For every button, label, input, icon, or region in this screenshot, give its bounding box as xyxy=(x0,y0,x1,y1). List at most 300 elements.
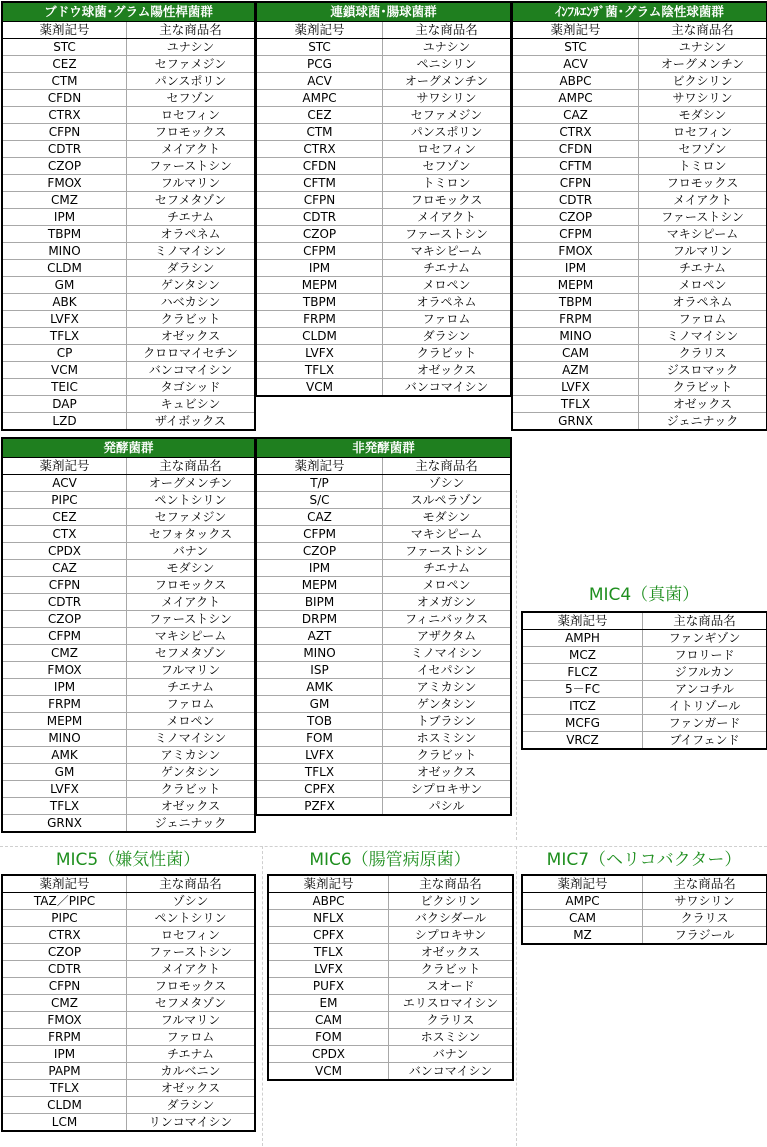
table-row xyxy=(257,543,511,560)
column-header-drug-code: 薬剤記号 xyxy=(257,22,383,39)
table-body xyxy=(257,475,511,815)
product-name-cell: シプロキサン xyxy=(389,927,513,944)
drug-code-cell: CFPM xyxy=(3,628,127,645)
drug-code-cell: CFPN xyxy=(3,577,127,594)
product-name-cell: フロモックス xyxy=(383,192,511,209)
product-name-cell: モダシン xyxy=(127,560,255,577)
drug-code-cell: CTRX xyxy=(3,927,127,944)
table-row xyxy=(3,961,255,978)
drug-code-cell: MCZ xyxy=(523,647,643,664)
table-row xyxy=(523,715,767,732)
table-row xyxy=(3,944,255,961)
table-row xyxy=(257,175,511,192)
drug-code-cell: IPM xyxy=(3,1046,127,1063)
table-row xyxy=(523,927,767,944)
drug-code-cell: PUFX xyxy=(269,978,389,995)
product-name-cell: バンコマイシン xyxy=(127,362,255,379)
product-name-cell: オーグメンチン xyxy=(127,475,255,492)
table-row xyxy=(3,927,255,944)
drug-code-cell: CFDN xyxy=(513,141,639,158)
product-name-cell: ミノマイシン xyxy=(639,328,767,345)
product-name-cell: ジェニナック xyxy=(639,413,767,430)
table-row xyxy=(523,910,767,927)
drug-code-cell: CFPN xyxy=(257,192,383,209)
table-title: ブドウ球菌･グラム陽性桿菌群 xyxy=(3,3,255,22)
column-header-drug-code: 薬剤記号 xyxy=(269,876,389,893)
product-name-cell: ダラシン xyxy=(383,328,511,345)
product-name-cell: バンコマイシン xyxy=(389,1063,513,1080)
table-row xyxy=(523,664,767,681)
drug-code-cell: AMK xyxy=(3,747,127,764)
product-name-cell: フロモックス xyxy=(639,175,767,192)
product-name-cell: ファンギゾン xyxy=(643,630,767,647)
product-name-cell: オゼックス xyxy=(383,764,511,781)
product-name-cell: クラリス xyxy=(389,1012,513,1029)
drug-code-cell: VCM xyxy=(3,362,127,379)
product-name-cell: ゲンタシン xyxy=(127,764,255,781)
table-row xyxy=(513,413,767,430)
drug-code-cell: GM xyxy=(257,696,383,713)
drug-code-cell: LCM xyxy=(3,1114,127,1131)
table-row xyxy=(269,944,513,961)
table-row xyxy=(3,815,255,832)
table-row xyxy=(257,492,511,509)
product-name-cell: アミカシン xyxy=(383,679,511,696)
drug-code-cell: AMK xyxy=(257,679,383,696)
drug-code-cell: FMOX xyxy=(3,1012,127,1029)
product-name-cell: チエナム xyxy=(639,260,767,277)
drug-code-cell: STC xyxy=(513,39,639,56)
table-row xyxy=(269,893,513,910)
table-row xyxy=(257,747,511,764)
table-row xyxy=(257,662,511,679)
product-name-cell: クラビット xyxy=(639,379,767,396)
table-row xyxy=(513,39,767,56)
drug-code-cell: AZM xyxy=(513,362,639,379)
product-name-cell: ペニシリン xyxy=(383,56,511,73)
drug-code-cell: MZ xyxy=(523,927,643,944)
column-header-product-name: 主な商品名 xyxy=(643,876,767,893)
table-row xyxy=(3,124,255,141)
table-row xyxy=(3,1012,255,1029)
table-row xyxy=(3,226,255,243)
table-row xyxy=(3,362,255,379)
drug-code-cell: VCM xyxy=(269,1063,389,1080)
table-row xyxy=(3,995,255,1012)
table-row xyxy=(257,781,511,798)
drug-code-cell: CFDN xyxy=(257,158,383,175)
drug-code-cell: CPDX xyxy=(3,543,127,560)
product-name-cell: チエナム xyxy=(127,1046,255,1063)
drug-code-cell: FMOX xyxy=(3,175,127,192)
product-name-cell: ダラシン xyxy=(127,1097,255,1114)
column-header-drug-code: 薬剤記号 xyxy=(513,22,639,39)
product-name-cell: ファーストシン xyxy=(127,158,255,175)
product-name-cell: ファーストシン xyxy=(127,944,255,961)
table-body xyxy=(257,39,511,396)
table-row xyxy=(3,747,255,764)
product-name-cell: ミノマイシン xyxy=(127,730,255,747)
drug-code-cell: CFTM xyxy=(513,158,639,175)
drug-code-cell: ACV xyxy=(3,475,127,492)
drug-code-cell: CDTR xyxy=(257,209,383,226)
table-row xyxy=(3,475,255,492)
drug-code-cell: CEZ xyxy=(3,509,127,526)
section-title-mic4: MIC4（真菌） xyxy=(588,585,700,605)
table-row xyxy=(257,141,511,158)
table-row xyxy=(3,413,255,430)
drug-code-cell: AZT xyxy=(257,628,383,645)
drug-code-cell: CDTR xyxy=(3,594,127,611)
table-row xyxy=(257,560,511,577)
table-row xyxy=(513,124,767,141)
product-name-cell: マキシピーム xyxy=(383,243,511,260)
product-name-cell: クラビット xyxy=(383,345,511,362)
table-row xyxy=(3,662,255,679)
product-name-cell: ユナシン xyxy=(383,39,511,56)
product-name-cell: ジスロマック xyxy=(639,362,767,379)
drug-code-cell: CZOP xyxy=(3,611,127,628)
product-name-cell: サワシリン xyxy=(383,90,511,107)
table-body xyxy=(513,39,767,430)
drug-code-cell: CPFX xyxy=(269,927,389,944)
table-row xyxy=(3,577,255,594)
drug-table-enteric-pathogens xyxy=(268,875,513,1080)
drug-code-cell: CFPM xyxy=(513,226,639,243)
table-row xyxy=(257,679,511,696)
column-header-drug-code: 薬剤記号 xyxy=(257,458,383,475)
table-row xyxy=(269,1046,513,1063)
drug-code-cell: CFPM xyxy=(257,526,383,543)
table-row xyxy=(269,1012,513,1029)
table-body xyxy=(523,893,767,944)
product-name-cell: ファロム xyxy=(383,311,511,328)
table-row xyxy=(3,893,255,910)
table-row xyxy=(257,362,511,379)
product-name-cell: セファメジン xyxy=(383,107,511,124)
product-name-cell: フルマリン xyxy=(127,175,255,192)
drug-code-cell: FRPM xyxy=(3,1029,127,1046)
product-name-cell: バクシダール xyxy=(389,910,513,927)
table-row xyxy=(257,90,511,107)
product-name-cell: オゼックス xyxy=(127,328,255,345)
product-name-cell: オラペネム xyxy=(639,294,767,311)
drug-code-cell: CMZ xyxy=(3,192,127,209)
column-header-drug-code: 薬剤記号 xyxy=(523,613,643,630)
drug-code-cell: CAZ xyxy=(513,107,639,124)
drug-code-cell: ACV xyxy=(513,56,639,73)
table-title: 発酵菌群 xyxy=(3,439,255,458)
table-row xyxy=(3,798,255,815)
product-name-cell: クロロマイセチン xyxy=(127,345,255,362)
table-row xyxy=(513,73,767,90)
table-row xyxy=(513,141,767,158)
column-header-product-name: 主な商品名 xyxy=(127,22,255,39)
product-name-cell: ロセフィン xyxy=(383,141,511,158)
drug-code-cell: CFPN xyxy=(3,124,127,141)
table-row xyxy=(257,56,511,73)
table-row xyxy=(513,345,767,362)
table-row xyxy=(513,209,767,226)
table-row xyxy=(257,730,511,747)
drug-code-cell: CAM xyxy=(269,1012,389,1029)
drug-code-cell: ISP xyxy=(257,662,383,679)
table-row xyxy=(3,396,255,413)
drug-code-cell: IPM xyxy=(257,560,383,577)
product-name-cell: メイアクト xyxy=(127,961,255,978)
table-body xyxy=(3,893,255,1131)
table-row xyxy=(3,107,255,124)
drug-code-cell: ABPC xyxy=(269,893,389,910)
table-row xyxy=(3,311,255,328)
product-name-cell: バンコマイシン xyxy=(383,379,511,396)
product-name-cell: オメガシン xyxy=(383,594,511,611)
drug-code-cell: GRNX xyxy=(3,815,127,832)
section-title-mic5: MIC5（嫌気性菌） xyxy=(55,850,201,870)
product-name-cell: クラリス xyxy=(639,345,767,362)
drug-code-cell: FOM xyxy=(269,1029,389,1046)
table-row xyxy=(523,893,767,910)
drug-code-cell: FRPM xyxy=(257,311,383,328)
drug-code-cell: CPFX xyxy=(257,781,383,798)
product-name-cell: ロセフィン xyxy=(127,927,255,944)
table-row xyxy=(513,243,767,260)
product-name-cell: ロセフィン xyxy=(127,107,255,124)
product-name-cell: ファーストシン xyxy=(639,209,767,226)
table-row xyxy=(3,713,255,730)
product-name-cell: サワシリン xyxy=(639,90,767,107)
product-name-cell: フロモックス xyxy=(127,978,255,995)
table-row xyxy=(3,679,255,696)
product-name-cell: セフォタックス xyxy=(127,526,255,543)
table-title: ｲﾝﾌﾙｴﾝｻﾞ菌･グラム陰性球菌群 xyxy=(513,3,767,22)
table-row xyxy=(257,509,511,526)
drug-code-cell: EM xyxy=(269,995,389,1012)
product-name-cell: ファロム xyxy=(639,311,767,328)
drug-code-cell: CMZ xyxy=(3,995,127,1012)
product-name-cell: スオード xyxy=(389,978,513,995)
drug-code-cell: VRCZ xyxy=(523,732,643,749)
column-header-product-name: 主な商品名 xyxy=(383,22,511,39)
product-name-cell: ミノマイシン xyxy=(127,243,255,260)
drug-code-cell: AMPH xyxy=(523,630,643,647)
table-row xyxy=(3,175,255,192)
drug-code-cell: S/C xyxy=(257,492,383,509)
product-name-cell: ブイフェンド xyxy=(643,732,767,749)
product-name-cell: フルマリン xyxy=(127,1012,255,1029)
drug-code-cell: DRPM xyxy=(257,611,383,628)
table-row xyxy=(3,243,255,260)
table-row xyxy=(257,526,511,543)
table-row xyxy=(3,910,255,927)
drug-code-cell: CLDM xyxy=(3,1097,127,1114)
product-name-cell: ビクシリン xyxy=(389,893,513,910)
table-row xyxy=(3,294,255,311)
product-name-cell: リンコマイシン xyxy=(127,1114,255,1131)
table-row xyxy=(3,543,255,560)
drug-code-cell: CAM xyxy=(523,910,643,927)
table-row xyxy=(257,696,511,713)
drug-code-cell: PIPC xyxy=(3,492,127,509)
product-name-cell: フルマリン xyxy=(127,662,255,679)
product-name-cell: チエナム xyxy=(127,679,255,696)
table-row xyxy=(269,978,513,995)
drug-code-cell: FLCZ xyxy=(523,664,643,681)
drug-code-cell: CTRX xyxy=(3,107,127,124)
drug-code-cell: LVFX xyxy=(513,379,639,396)
table-row xyxy=(513,226,767,243)
table-row xyxy=(3,141,255,158)
table-row xyxy=(257,39,511,56)
product-name-cell: ペントシリン xyxy=(127,910,255,927)
drug-code-cell: TFLX xyxy=(3,798,127,815)
product-name-cell: セフメタゾン xyxy=(127,645,255,662)
table-row xyxy=(3,645,255,662)
page-divider-horizontal xyxy=(0,846,767,847)
table-row xyxy=(513,56,767,73)
drug-code-cell: CDTR xyxy=(3,141,127,158)
table-row xyxy=(3,1046,255,1063)
drug-code-cell: CZOP xyxy=(257,226,383,243)
table-row xyxy=(3,1080,255,1097)
drug-code-cell: CMZ xyxy=(3,645,127,662)
drug-code-cell: TOB xyxy=(257,713,383,730)
product-name-cell: ロセフィン xyxy=(639,124,767,141)
drug-code-cell: TBPM xyxy=(3,226,127,243)
drug-code-cell: CPDX xyxy=(269,1046,389,1063)
drug-code-cell: CAZ xyxy=(257,509,383,526)
drug-table-fermenters xyxy=(2,438,255,832)
product-name-cell: ペントシリン xyxy=(127,492,255,509)
drug-code-cell: MINO xyxy=(3,243,127,260)
table-row xyxy=(3,158,255,175)
table-row xyxy=(3,696,255,713)
table-row xyxy=(257,713,511,730)
table-row xyxy=(513,260,767,277)
drug-code-cell: VCM xyxy=(257,379,383,396)
table-row xyxy=(3,628,255,645)
drug-code-cell: NFLX xyxy=(269,910,389,927)
table-row xyxy=(257,311,511,328)
table-row xyxy=(257,243,511,260)
drug-code-cell: LVFX xyxy=(3,781,127,798)
table-row xyxy=(257,260,511,277)
section-title-mic6: MIC6（腸管病原菌） xyxy=(309,850,471,870)
drug-code-cell: CLDM xyxy=(3,260,127,277)
product-name-cell: ファーストシン xyxy=(383,226,511,243)
table-row xyxy=(269,910,513,927)
drug-code-cell: MEPM xyxy=(3,713,127,730)
drug-code-cell: CTM xyxy=(257,124,383,141)
table-row xyxy=(3,260,255,277)
product-name-cell: ハベカシン xyxy=(127,294,255,311)
drug-code-cell: TFLX xyxy=(269,944,389,961)
table-row xyxy=(3,379,255,396)
drug-code-cell: TFLX xyxy=(3,328,127,345)
product-name-cell: アンコチル xyxy=(643,681,767,698)
drug-table-helicobacter xyxy=(522,875,767,944)
table-row xyxy=(257,328,511,345)
table-row xyxy=(513,362,767,379)
product-name-cell: パシル xyxy=(383,798,511,815)
drug-code-cell: IPM xyxy=(3,209,127,226)
product-name-cell: フロリード xyxy=(643,647,767,664)
column-header-drug-code: 薬剤記号 xyxy=(3,458,127,475)
drug-code-cell: MINO xyxy=(3,730,127,747)
table-row xyxy=(3,781,255,798)
table-row xyxy=(269,927,513,944)
table-row xyxy=(269,1029,513,1046)
product-name-cell: マキシピーム xyxy=(127,628,255,645)
table-row xyxy=(523,647,767,664)
product-name-cell: ゲンタシン xyxy=(127,277,255,294)
drug-code-cell: CTM xyxy=(3,73,127,90)
product-name-cell: ホスミシン xyxy=(383,730,511,747)
table-row xyxy=(257,345,511,362)
drug-code-cell: BIPM xyxy=(257,594,383,611)
product-name-cell: ファロム xyxy=(127,1029,255,1046)
drug-code-cell: CZOP xyxy=(3,944,127,961)
table-row xyxy=(257,475,511,492)
product-name-cell: メイアクト xyxy=(639,192,767,209)
product-name-cell: オゼックス xyxy=(389,944,513,961)
product-name-cell: オゼックス xyxy=(639,396,767,413)
drug-table-fungi xyxy=(522,612,767,749)
drug-table-streptococci xyxy=(256,2,511,396)
table-row xyxy=(513,90,767,107)
column-header-product-name: 主な商品名 xyxy=(127,458,255,475)
drug-code-cell: STC xyxy=(257,39,383,56)
table-row xyxy=(3,978,255,995)
product-name-cell: オゼックス xyxy=(383,362,511,379)
drug-code-cell: LVFX xyxy=(257,747,383,764)
table-row xyxy=(513,277,767,294)
table-row xyxy=(257,628,511,645)
drug-code-cell: LVFX xyxy=(257,345,383,362)
drug-code-cell: MCFG xyxy=(523,715,643,732)
drug-code-cell: CZOP xyxy=(513,209,639,226)
drug-code-cell: ABPC xyxy=(513,73,639,90)
column-header-product-name: 主な商品名 xyxy=(383,458,511,475)
product-name-cell: オーグメンチン xyxy=(639,56,767,73)
table-row xyxy=(513,158,767,175)
table-row xyxy=(269,995,513,1012)
table-row xyxy=(3,611,255,628)
drug-code-cell: TBPM xyxy=(257,294,383,311)
drug-code-cell: PZFX xyxy=(257,798,383,815)
product-name-cell: ダラシン xyxy=(127,260,255,277)
drug-code-cell: TAZ／PIPC xyxy=(3,893,127,910)
product-name-cell: メイアクト xyxy=(383,209,511,226)
table-row xyxy=(513,328,767,345)
product-name-cell: オゼックス xyxy=(127,1080,255,1097)
product-name-cell: セファメジン xyxy=(127,509,255,526)
drug-code-cell: TFLX xyxy=(257,764,383,781)
page-divider-vertical xyxy=(262,846,263,1146)
drug-code-cell: GRNX xyxy=(513,413,639,430)
table-row xyxy=(3,209,255,226)
product-name-cell: セフゾン xyxy=(383,158,511,175)
section-title-mic7: MIC7（ヘリコバクター） xyxy=(546,850,742,870)
table-row xyxy=(3,328,255,345)
table-row xyxy=(257,124,511,141)
drug-code-cell: MEPM xyxy=(257,577,383,594)
product-name-cell: アザクタム xyxy=(383,628,511,645)
drug-code-cell: PCG xyxy=(257,56,383,73)
product-name-cell: クラビット xyxy=(127,781,255,798)
table-row xyxy=(257,107,511,124)
table-row xyxy=(523,698,767,715)
